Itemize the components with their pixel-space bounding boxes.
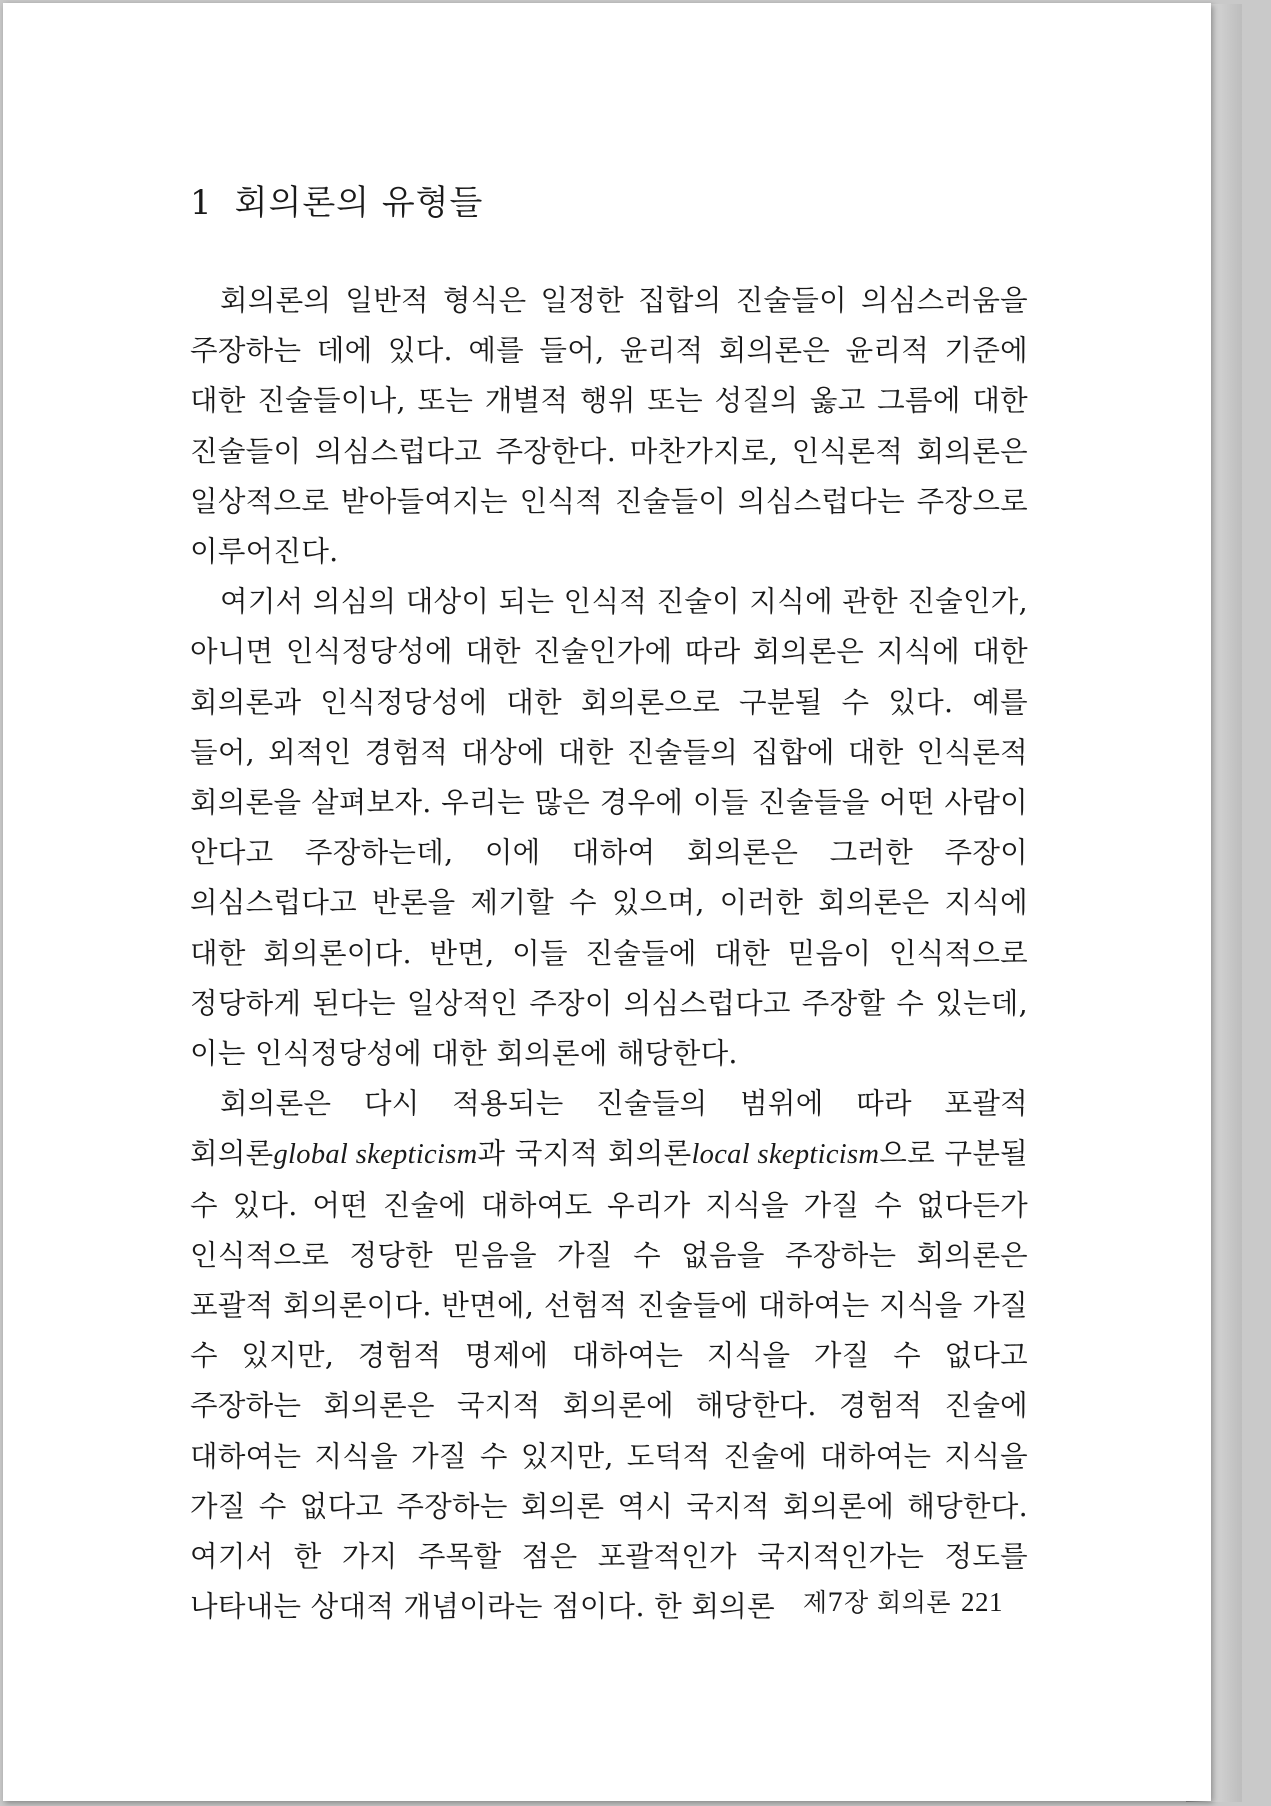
page-body — [190, 178, 1028, 1632]
page-number: 221 — [961, 1587, 1003, 1617]
book-page — [3, 3, 1211, 1801]
term-global-skepticism: global skepticism — [273, 1139, 478, 1171]
paragraph-1: 회의론의 일반적 형식은 일정한 집합의 진술들이 의심스러움을 주장하는 데에 있다. 예를 들어, 윤리적 회의론은 윤리적 기준에 대한 진술들이나, 또는 개별적 행위 또는 성질의 옳고 그름에 대한 진술들이 의심스럽다고 주장한다. 마찬가지로, 인식론적 회의론은 일상적으로 받아들여지는 인식적 진술들이 의심스럽다는 주장으로 이루어진다. — [190, 284, 1028, 569]
running-footer — [793, 1583, 1003, 1619]
paragraph-3-part-1: 회의론은 다시 적용되는 진술들의 범위에 따라 포괄적 회의론 — [190, 1087, 1028, 1171]
paragraph-3-part-2: 과 국지적 회의론 — [477, 1137, 692, 1171]
section-heading — [190, 178, 1028, 228]
paragraph-3 — [190, 1079, 1028, 1632]
term-local-skepticism: local skepticism — [691, 1139, 880, 1171]
paragraph-3-part-3: 으로 구분될 수 있다. 어떤 진술에 대하여도 우리가 지식을 가질 수 없다든가 인식적으로 정당한 믿음을 가질 수 없음을 주장하는 회의론은 포괄적 회의론이다. 반면에, 선험적 진술들에 대하여는 지식을 가질 수 있지만, 경험적 명제에 대하여는 지식을 가질 수 없다고 주장하는 회의론은 국지적 회의론에 해당한다. 경험적 진술에 대하여는 지식을 가질 수 있지만, 도덕적 진술에 대하여는 지식을 가질 수 없다고 주장하는 회의론 역시 국지적 회의론에 해당한다. 여기서 한 가지 주목할 점은 포괄적인가 국지적인가는 정도를 나타내는 상대적 개념이라는 점이다. 한 회의론 — [190, 1137, 1028, 1624]
section-title-text: 회의론의 유형들 — [234, 183, 484, 223]
chapter-label: 제7장 회의론 — [802, 1588, 951, 1617]
paragraph-2: 여기서 의심의 대상이 되는 인식적 진술이 지식에 관한 진술인가, 아니면 인식정당성에 대한 진술인가에 따라 회의론은 지식에 대한 회의론과 인식정당성에 대한 회의론으로 구분될 수 있다. 예를 들어, 외적인 경험적 대상에 대한 진술들의 집합에 대한 인식론적 회의론을 살펴보자. 우리는 많은 경우에 이들 진술들을 어떤 사람이 안다고 주장하는데, 이에 대하여 회의론은 그러한 주장이 의심스럽다고 반론을 제기할 수 있으며, 이러한 회의론은 지식에 대한 회의론이다. 반면, 이들 진술들에 대한 믿음이 인식적으로 정당하게 된다는 일상적인 주장이 의심스럽다고 주장할 수 있는데, 이는 인식정당성에 대한 회의론에 해당한다. — [190, 585, 1028, 1071]
section-number: 1 — [190, 183, 213, 223]
